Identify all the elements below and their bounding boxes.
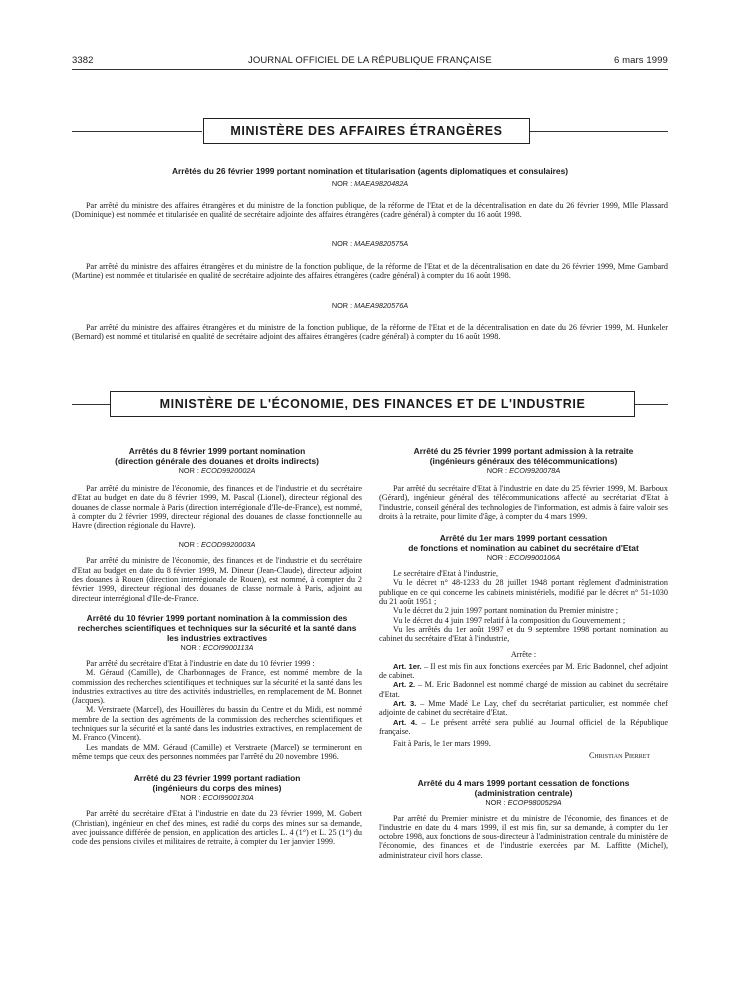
signature: Christian Pierret [588,750,650,760]
nor-ref: NOR : ECOP9800529A [485,797,562,807]
visa-paragraph: Vu le décret du 2 juin 1997 portant nomination du Premier ministre ; [393,606,619,616]
journal-title: JOURNAL OFFICIEL DE LA RÉPUBLIQUE FRANÇAISE [248,55,492,66]
decree-title: Arrêté du 23 février 1999 portant radiation [133,773,301,784]
nor-ref: NOR : MAEA9820482A [331,179,409,188]
nor-ref: NOR : ECOD9920003A [178,540,256,550]
decree-subtitle: (administration centrale) [474,787,573,798]
visa-paragraph: Vu le décret n° 48-1233 du 28 juillet 1948 portant règlement d'administration publique en ce qui concerne les cabinets ministériels, modifié par le décret n° 51-1030 du 21 août 1951 ; [379,578,668,607]
article-2: Art. 2. – M. Eric Badonnel est nommé chargé de mission au cabinet du secrétaire d'Etat. [379,680,668,699]
decree-subtitle: (direction générale des douanes et droits indirects) [115,456,319,466]
rule-left [72,404,110,405]
arrete-label: Arrête : [510,649,537,659]
decree-paragraph: Par arrêté du ministre des affaires étrangères et du ministre de la fonction publique, de la réforme de l'Etat et de la décentralisation en date du 26 février 1999, Mlle Plassard (Dominique) est nommée et titularisée en qualité de secrétaire adjointe des affaires étrangères (cadre général) à compter du 16 août 1998. [72,201,668,220]
visa-paragraph: Vu le décret du 4 juin 1997 relatif à la composition du Gouvernement ; [393,615,626,625]
visa-paragraph: Vu les arrêtés du 1er août 1997 et du 9 septembre 1998 portant nomination au cabinet du secrétaire d'Etat à l'industrie, [379,624,668,644]
left-column [72,446,362,846]
nor-ref: NOR : ECOI9900113A [180,642,254,652]
ministry-title: MINISTÈRE DES AFFAIRES ÉTRANGÈRES [203,118,530,144]
nor-ref: NOR : MAEA9820576A [331,301,409,310]
article-3: Art. 3. – Mme Madé Le Lay, chef du secrétariat particulier, est nommée chef adjointe de cabinet du secrétaire d'Etat. [379,699,668,718]
decree-paragraph: Par arrêté du ministre des affaires étrangères et du ministre de la fonction publique, de la réforme de l'Etat et de la décentralisation en date du 26 février 1999, M. Hunkeler (Bernard) est nommé et titularisé en qualité de secrétaire adjoint des affaires étrangères (cadre général) à compter du 16 août 1998. [72,323,668,342]
nor-ref: NOR : MAEA9820575A [331,239,409,248]
decree-title: Arrêté du 1er mars 1999 portant cessation [439,533,608,544]
decree-title: Arrêté du 4 mars 1999 portant cessation de fonctions [417,777,630,788]
decree-paragraph: Par arrêté du ministre de l'économie, des finances et de l'industrie et du secrétaire d'Etat au budget en date du 8 février 1999, M. Dineur (Jean-Claude), directeur adjoint des douanes à Rouen (direction interrégionale de Rouen), est nommé, à compter du 2 février 1999, directeur régional des douanes de classe normale à Paris, adjoint au directeur interrégional d'Ile-de-France. [72,556,362,603]
rule-right [530,131,668,132]
decree-paragraph: Par arrêté du secrétaire d'Etat à l'industrie en date du 23 février 1999, M. Gobert (Christian), ingénieur en chef des mines, est radié du corps des mines sur sa demande, avec jouissance différée de pension, en application des articles L. 4 (1°) et L. 25 (1°) du code des pensions civiles et militaires de retraite, à compter du 1er janvier 1999. [72,809,362,847]
decree-paragraph: Par arrêté du Premier ministre et du ministre de l'économie, des finances et de l'industrie en date du 4 mars 1999, il est mis fin, sur sa demande, à compter du 1er octobre 1998, aux fonctions de sous-directeur à l'administration centrale du ministère de l'économie, des finances et de l'industrie exercées par M. Laffitte (Michel), administrateur civil hors classe. [379,813,668,860]
decree-subtitle: de fonctions et nomination au cabinet du secrétaire d'Etat [408,543,639,554]
decree-paragraph: Par arrêté du ministre des affaires étrangères et du ministre de la fonction publique, de la réforme de l'Etat et de la décentralisation en date du 26 février 1999, Mme Gambard (Martine) est nommée et titularisée en qualité de secrétaire adjointe des affaires étrangères (cadre général) à compter du 16 août 1998. [72,262,668,281]
decree-paragraph: Par arrêté du secrétaire d'Etat à l'industrie en date du 10 février 1999 : [86,658,315,668]
header-rule [72,69,668,70]
nor-ref: NOR : ECOD9920002A [178,466,256,475]
decree-title: Arrêté du 10 février 1999 portant nomination à la commission des recherches scientifiques et techniques sur la sécurité et la santé dans les industries extractives [77,612,357,643]
nor-ref: NOR : ECOI9900130A [180,793,254,803]
decree-paragraph: M. Verstraete (Marcel), des Houillères du bassin du Centre et du Midi, est nommé membre de la section des agréments de la commission des recherches scientifiques et techniques sur la sécurité et la santé dans les industries extractives, en remplacement de M. Franco (Vincent). [72,705,362,743]
decree-title: Arrêté du 25 février 1999 portant admission à la retraite [413,446,634,456]
rule-right [635,404,668,405]
decree-title: Arrêtés du 26 février 1999 portant nomination et titularisation (agents diplomatiques et consulaires) [171,166,569,176]
nor-ref: NOR : ECOI9900106A [486,553,561,563]
decree-paragraph: M. Géraud (Camille), de Charbonnages de France, est nommé membre de la commission des recherches scientifiques et techniques sur la sécurité et la santé dans les industries extractives au titre des activités industrielles, en remplacement de M. Bonnet (Jacques). [72,668,362,706]
decree-subtitle: (ingénieurs généraux des télécommunications) [429,456,618,466]
decree-paragraph: Par arrêté du ministre de l'économie, des finances et de l'industrie et du secrétaire d'Etat au budget en date du 8 février 1999, M. Pascal (Lionel), directeur régional des douanes de classe normale à Paris (direction interrégionale d'Ile-de-France), est nommé, à compter du 2 février 1999, directeur régional des douanes de classe fonctionnelle au Havre (direction régionale du Havre). [72,484,362,531]
decree-paragraph: Le secrétaire d'Etat à l'industrie, [393,569,499,579]
rule-left [72,131,202,132]
decree-paragraph: Par arrêté du secrétaire d'Etat à l'industrie en date du 25 février 1999, M. Barboux (Gérard), ingénieur général des télécommunications affecté au secrétariat d'Etat à l'industrie, conseil général des technologies de l'information, est admis à faire valoir ses droits à la retraite, pour limite d'âge, à compter du 4 mars 1999. [379,484,668,521]
ministry-title: MINISTÈRE DE L'ÉCONOMIE, DES FINANCES ET DE L'INDUSTRIE [110,391,635,417]
nor-ref: NOR : ECOI9920078A [486,466,561,475]
fait-line: Fait à Paris, le 1er mars 1999. [393,739,491,749]
article-4: Art. 4. – Le présent arrêté sera publié au Journal officiel de la République française. [379,717,668,736]
decree-subtitle: (ingénieurs du corps des mines) [152,783,282,794]
right-column [379,446,668,860]
article-1: Art. 1er. – Il est mis fin aux fonctions exercées par M. Eric Badonnel, chef adjoint de cabinet. [379,661,668,681]
page-number: 3382 [72,55,94,66]
decree-paragraph: Les mandats de MM. Géraud (Camille) et Verstraete (Marcel) se termineront en même temps que ceux des personnes nommées par l'arrêté du 20 novembre 1996. [72,742,362,761]
issue-date: 6 mars 1999 [614,55,668,66]
decree-title: Arrêtés du 8 février 1999 portant nomination [128,446,306,456]
